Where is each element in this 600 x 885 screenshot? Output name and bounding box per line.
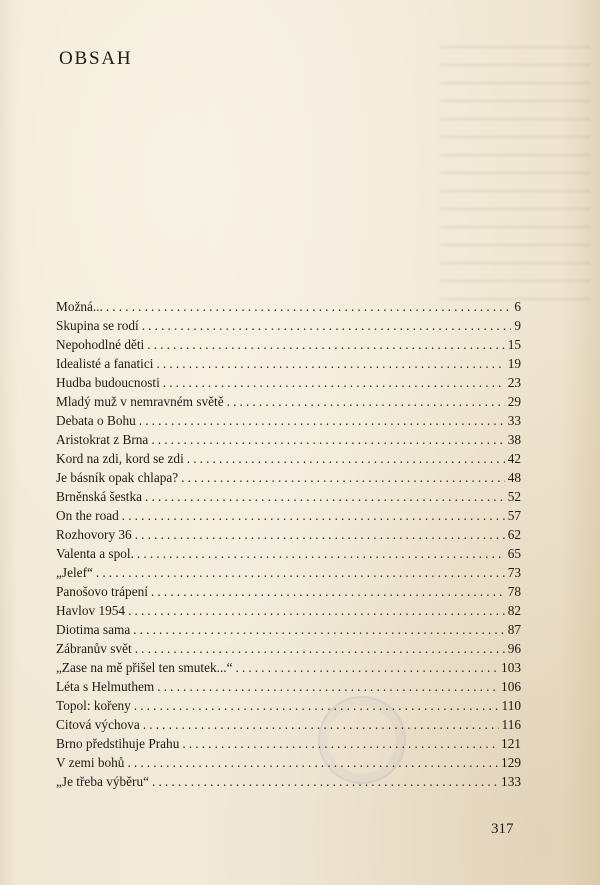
toc-entry <box>56 449 521 468</box>
dot-leader <box>156 354 504 373</box>
toc-entry-page: 38 <box>507 432 521 447</box>
toc-entry <box>56 582 521 601</box>
table-of-contents <box>56 297 521 791</box>
toc-entry-title: Topol: kořeny <box>56 698 131 713</box>
toc-entry <box>56 316 521 335</box>
page-number: 317 <box>491 821 514 837</box>
toc-entry <box>56 468 521 487</box>
toc-entry <box>56 715 521 734</box>
dot-leader <box>236 658 499 677</box>
toc-entry <box>56 430 521 449</box>
show-through-text <box>440 40 590 300</box>
toc-entry-title: Debata o Bohu <box>56 413 136 428</box>
toc-entry-title: Skupina se rodí <box>56 318 139 333</box>
toc-entry-title: Nepohodlné děti <box>56 337 145 352</box>
toc-entry-page: 73 <box>507 565 521 580</box>
toc-entry-title: Je básník opak chlapa? <box>56 470 179 485</box>
toc-entry-title: On the road <box>56 508 119 523</box>
dot-leader <box>147 335 504 354</box>
toc-entry <box>56 677 521 696</box>
toc-entry <box>56 772 521 791</box>
toc-entry <box>56 734 521 753</box>
toc-entry <box>56 373 521 392</box>
toc-entry-page: 103 <box>501 660 521 675</box>
dot-leader <box>152 772 498 791</box>
dot-leader <box>187 449 505 468</box>
toc-entry <box>56 696 521 715</box>
toc-entry <box>56 392 521 411</box>
toc-entry-title: „Jelef“ <box>56 565 93 580</box>
toc-entry <box>56 297 521 316</box>
dot-leader <box>127 753 498 772</box>
toc-entry-page: 106 <box>501 679 521 694</box>
toc-entry <box>56 525 521 544</box>
toc-entry-page: 19 <box>507 356 521 371</box>
toc-entry-page: 42 <box>507 451 521 466</box>
toc-entry-page: 87 <box>507 622 521 637</box>
toc-entry-page: 6 <box>514 299 521 314</box>
toc-entry-page: 116 <box>501 717 521 732</box>
dot-leader <box>157 677 498 696</box>
toc-entry-title: Idealisté a fanatici <box>56 356 154 371</box>
toc-entry-page: 133 <box>501 774 521 789</box>
dot-leader <box>151 430 504 449</box>
toc-entry-page: 48 <box>507 470 521 485</box>
toc-entry <box>56 639 521 658</box>
toc-entry-page: 78 <box>507 584 521 599</box>
toc-entry <box>56 411 521 430</box>
dot-leader <box>142 316 512 335</box>
toc-entry-page: 129 <box>501 755 521 770</box>
toc-entry-page: 33 <box>507 413 521 428</box>
toc-entry-page: 29 <box>507 394 521 409</box>
dot-leader <box>151 582 505 601</box>
toc-entry-page: 82 <box>507 603 521 618</box>
dot-leader <box>163 373 505 392</box>
toc-entry-title: Citová výchova <box>56 717 140 732</box>
toc-entry <box>56 563 521 582</box>
toc-entry-title: Valenta a spol. <box>56 546 134 561</box>
toc-entry-page: 62 <box>507 527 521 542</box>
toc-entry <box>56 354 521 373</box>
toc-entry-title: Léta s Helmuthem <box>56 679 155 694</box>
toc-entry-title: Brno předstihuje Prahu <box>56 736 180 751</box>
dot-leader <box>139 411 505 430</box>
toc-entry-title: Hudba budoucnosti <box>56 375 160 390</box>
toc-entry-title: Rozhovory 36 <box>56 527 132 542</box>
toc-entry-page: 23 <box>507 375 521 390</box>
toc-entry-title: Havlov 1954 <box>56 603 126 618</box>
toc-entry <box>56 335 521 354</box>
dot-leader <box>106 297 511 316</box>
dot-leader <box>135 525 505 544</box>
toc-entry-title: V zemi bohů <box>56 755 125 770</box>
toc-entry-title: „Je třeba výběru“ <box>56 774 150 789</box>
dot-leader <box>128 601 505 620</box>
toc-entry-page: 57 <box>507 508 521 523</box>
toc-entry-title: Mladý muž v nemravném světě <box>56 394 224 409</box>
toc-entry-page: 110 <box>501 698 521 713</box>
dot-leader <box>182 734 498 753</box>
toc-entry-page: 52 <box>507 489 521 504</box>
dot-leader <box>145 487 505 506</box>
toc-entry-title: „Zase na mě přišel ten smutek...“ <box>56 660 233 675</box>
toc-entry-title: Brněnská šestka <box>56 489 143 504</box>
toc-entry <box>56 658 521 677</box>
dot-leader <box>133 620 504 639</box>
contents-heading: OBSAH <box>59 48 133 69</box>
toc-entry-title: Kord na zdi, kord se zdi <box>56 451 184 466</box>
dot-leader <box>181 468 504 487</box>
toc-entry-title: Zábranův svět <box>56 641 132 656</box>
toc-entry-page: 15 <box>507 337 521 352</box>
dot-leader <box>143 715 499 734</box>
toc-entry-page: 9 <box>514 318 521 333</box>
dot-leader <box>96 563 505 582</box>
toc-entry <box>56 620 521 639</box>
toc-entry-page: 121 <box>501 736 521 751</box>
dot-leader <box>135 639 505 658</box>
dot-leader <box>134 696 499 715</box>
toc-entry-title: Možná... <box>56 299 103 314</box>
toc-entry <box>56 601 521 620</box>
toc-entry <box>56 506 521 525</box>
toc-entry <box>56 753 521 772</box>
toc-entry-title: Aristokrat z Brna <box>56 432 149 447</box>
toc-entry-title: Panošovo trápení <box>56 584 148 599</box>
dot-leader <box>122 506 505 525</box>
toc-entry <box>56 487 521 506</box>
toc-entry <box>56 544 521 563</box>
toc-entry-page: 65 <box>507 546 521 561</box>
dot-leader <box>137 544 505 563</box>
toc-entry-page: 96 <box>507 641 521 656</box>
toc-entry-title: Diotima sama <box>56 622 131 637</box>
dot-leader <box>227 392 505 411</box>
